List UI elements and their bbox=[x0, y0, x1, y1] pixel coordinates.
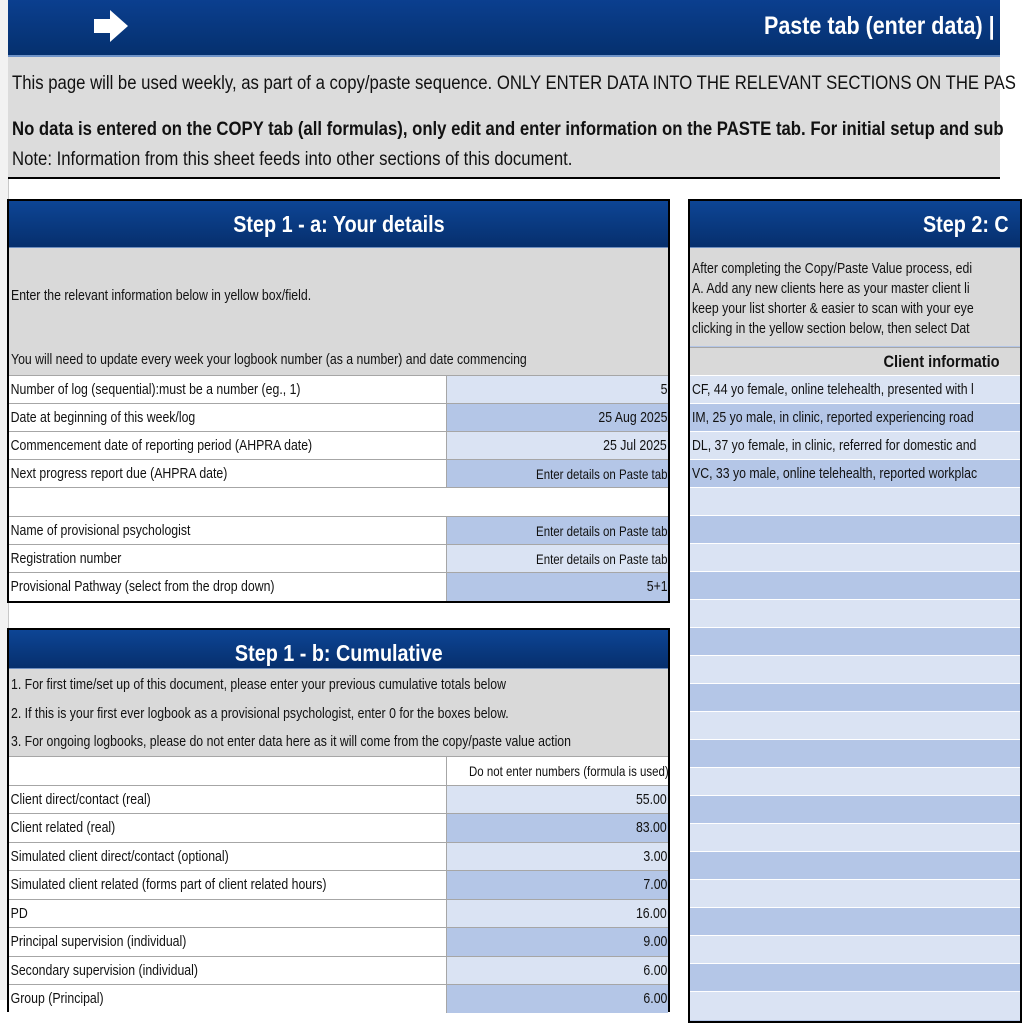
registration-input[interactable]: Enter details on Paste tab bbox=[447, 545, 668, 573]
client-row[interactable]: VC, 33 yo male, online telehealth, reported workplac bbox=[690, 459, 1020, 488]
intro-section bbox=[8, 57, 1016, 179]
client-info-header: Client informatio bbox=[690, 347, 1020, 376]
page-banner bbox=[8, 0, 1000, 57]
client-row-empty[interactable] bbox=[690, 515, 1020, 544]
client-row-empty[interactable] bbox=[690, 907, 1020, 936]
table-row-progress-report bbox=[9, 459, 668, 488]
table-row bbox=[9, 984, 668, 1013]
log-number-input[interactable]: 5 bbox=[447, 376, 668, 404]
step2-desc-3: keep your list shorter & easier to scan with your eye bbox=[692, 300, 974, 317]
table-row bbox=[9, 813, 668, 842]
week-date-input[interactable]: 25 Aug 2025 bbox=[447, 404, 668, 432]
intro-line-2: No data is entered on the COPY tab (all formulas), only edit and enter information on the PASTE tab. For initial setup and sub bbox=[12, 119, 1004, 140]
client-row-empty[interactable] bbox=[690, 795, 1020, 824]
step1b-note-1: 1. For first time/set up of this document, please enter your previous cumulative totals below bbox=[11, 676, 506, 693]
step1a-header: Step 1 - a: Your details bbox=[9, 201, 668, 248]
row-label: Simulated client related (forms part of client related hours) bbox=[10, 876, 327, 893]
row-label: Client related (real) bbox=[10, 819, 116, 836]
row-label: Name of provisional psychologist bbox=[10, 522, 191, 539]
name-input[interactable]: Enter details on Paste tab bbox=[447, 517, 668, 545]
right-arrow-icon bbox=[90, 6, 132, 46]
table-row-blank bbox=[9, 487, 668, 516]
step2-header: Step 2: C bbox=[690, 201, 1020, 248]
client-row-empty[interactable] bbox=[690, 627, 1020, 656]
step2-description bbox=[690, 248, 1020, 346]
column-header: Do not enter numbers (formula is used) bbox=[447, 757, 668, 785]
row-label: Client direct/contact (real) bbox=[10, 791, 151, 808]
client-row-empty[interactable] bbox=[690, 879, 1020, 908]
column-header-row bbox=[9, 756, 668, 785]
row-label: Secondary supervision (individual) bbox=[10, 962, 198, 979]
row-label: Registration number bbox=[10, 550, 122, 567]
table-row-pathway bbox=[9, 572, 668, 601]
step2-desc-1: After completing the Copy/Paste Value process, edi bbox=[692, 260, 973, 277]
row-label: Number of log (sequential):must be a number (eg., 1) bbox=[10, 381, 301, 398]
client-direct-real-value[interactable]: 55.00 bbox=[447, 786, 668, 814]
pathway-select[interactable]: 5+1 bbox=[447, 573, 668, 601]
client-row-empty[interactable] bbox=[690, 935, 1020, 964]
client-row-empty[interactable] bbox=[690, 543, 1020, 572]
table-row-registration bbox=[9, 544, 668, 573]
client-row-empty[interactable] bbox=[690, 991, 1020, 1020]
step1a-instruction-2: You will need to update every week your logbook number (as a number) and date commencing bbox=[11, 351, 527, 368]
table-row bbox=[9, 870, 668, 899]
client-row-empty[interactable] bbox=[690, 655, 1020, 684]
principal-supervision-value[interactable]: 9.00 bbox=[447, 928, 668, 956]
table-row-log-number bbox=[9, 375, 668, 404]
simulated-direct-value[interactable]: 3.00 bbox=[447, 843, 668, 871]
client-row-empty[interactable] bbox=[690, 767, 1020, 796]
client-row[interactable]: DL, 37 yo female, in clinic, referred for domestic and bbox=[690, 431, 1020, 460]
group-principal-value[interactable]: 6.00 bbox=[447, 985, 668, 1013]
pd-value[interactable]: 16.00 bbox=[447, 900, 668, 928]
row-label: Simulated client direct/contact (optional) bbox=[10, 848, 229, 865]
table-row bbox=[9, 899, 668, 928]
row-label: Next progress report due (AHPRA date) bbox=[10, 465, 228, 482]
step2-desc-4: clicking in the yellow section below, then select Dat bbox=[692, 320, 970, 337]
step1a-panel bbox=[7, 199, 670, 603]
step1b-note-3: 3. For ongoing logbooks, please do not enter data here as it will come from the copy/paste value action bbox=[11, 733, 571, 750]
table-row bbox=[9, 842, 668, 871]
step1b-note-2: 2. If this is your first ever logbook as a provisional psychologist, enter 0 for the boxes below. bbox=[11, 705, 509, 722]
client-row-empty[interactable] bbox=[690, 739, 1020, 768]
client-related-real-value[interactable]: 83.00 bbox=[447, 814, 668, 842]
secondary-supervision-value[interactable]: 6.00 bbox=[447, 957, 668, 985]
page-title: Paste tab (enter data) | bbox=[764, 12, 995, 40]
step2-panel bbox=[688, 199, 1022, 1023]
progress-report-input[interactable]: Enter details on Paste tab bbox=[447, 460, 668, 488]
step2-desc-2: A. Add any new clients here as your master client li bbox=[692, 280, 970, 297]
table-row-commencement-date bbox=[9, 431, 668, 460]
client-row-empty[interactable] bbox=[690, 711, 1020, 740]
client-row-empty[interactable] bbox=[690, 683, 1020, 712]
step1b-header: Step 1 - b: Cumulative bbox=[9, 630, 668, 669]
client-row-empty[interactable] bbox=[690, 599, 1020, 628]
client-row[interactable]: IM, 25 yo male, in clinic, reported experiencing road bbox=[690, 403, 1020, 432]
row-label: Date at beginning of this week/log bbox=[10, 409, 196, 426]
step1a-instruction-1: Enter the relevant information below in yellow box/field. bbox=[11, 287, 312, 304]
table-row bbox=[9, 785, 668, 814]
step1b-panel bbox=[7, 628, 670, 1012]
client-row-empty[interactable] bbox=[690, 851, 1020, 880]
intro-line-1: This page will be used weekly, as part of a copy/paste sequence. ONLY ENTER DATA INTO THE RELEVANT SECTIONS ON THE PAS bbox=[12, 73, 1016, 94]
intro-line-3: Note: Information from this sheet feeds into other sections of this document. bbox=[12, 149, 573, 170]
client-row-empty[interactable] bbox=[690, 823, 1020, 852]
row-label: Provisional Pathway (select from the drop down) bbox=[10, 578, 275, 595]
row-label: Principal supervision (individual) bbox=[10, 933, 187, 950]
client-row-empty[interactable] bbox=[690, 487, 1020, 516]
client-row-empty[interactable] bbox=[690, 963, 1020, 992]
commencement-date-input[interactable]: 25 Jul 2025 bbox=[447, 432, 668, 460]
simulated-related-value[interactable]: 7.00 bbox=[447, 871, 668, 899]
row-label: Commencement date of reporting period (AHPRA date) bbox=[10, 437, 313, 454]
row-label: Group (Principal) bbox=[10, 990, 104, 1007]
table-row-week-date bbox=[9, 403, 668, 432]
table-row bbox=[9, 927, 668, 956]
table-row-name bbox=[9, 516, 668, 545]
table-row bbox=[9, 956, 668, 985]
client-row[interactable]: CF, 44 yo female, online telehealth, presented with l bbox=[690, 375, 1020, 404]
client-row-empty[interactable] bbox=[690, 571, 1020, 600]
row-label: PD bbox=[10, 905, 28, 922]
